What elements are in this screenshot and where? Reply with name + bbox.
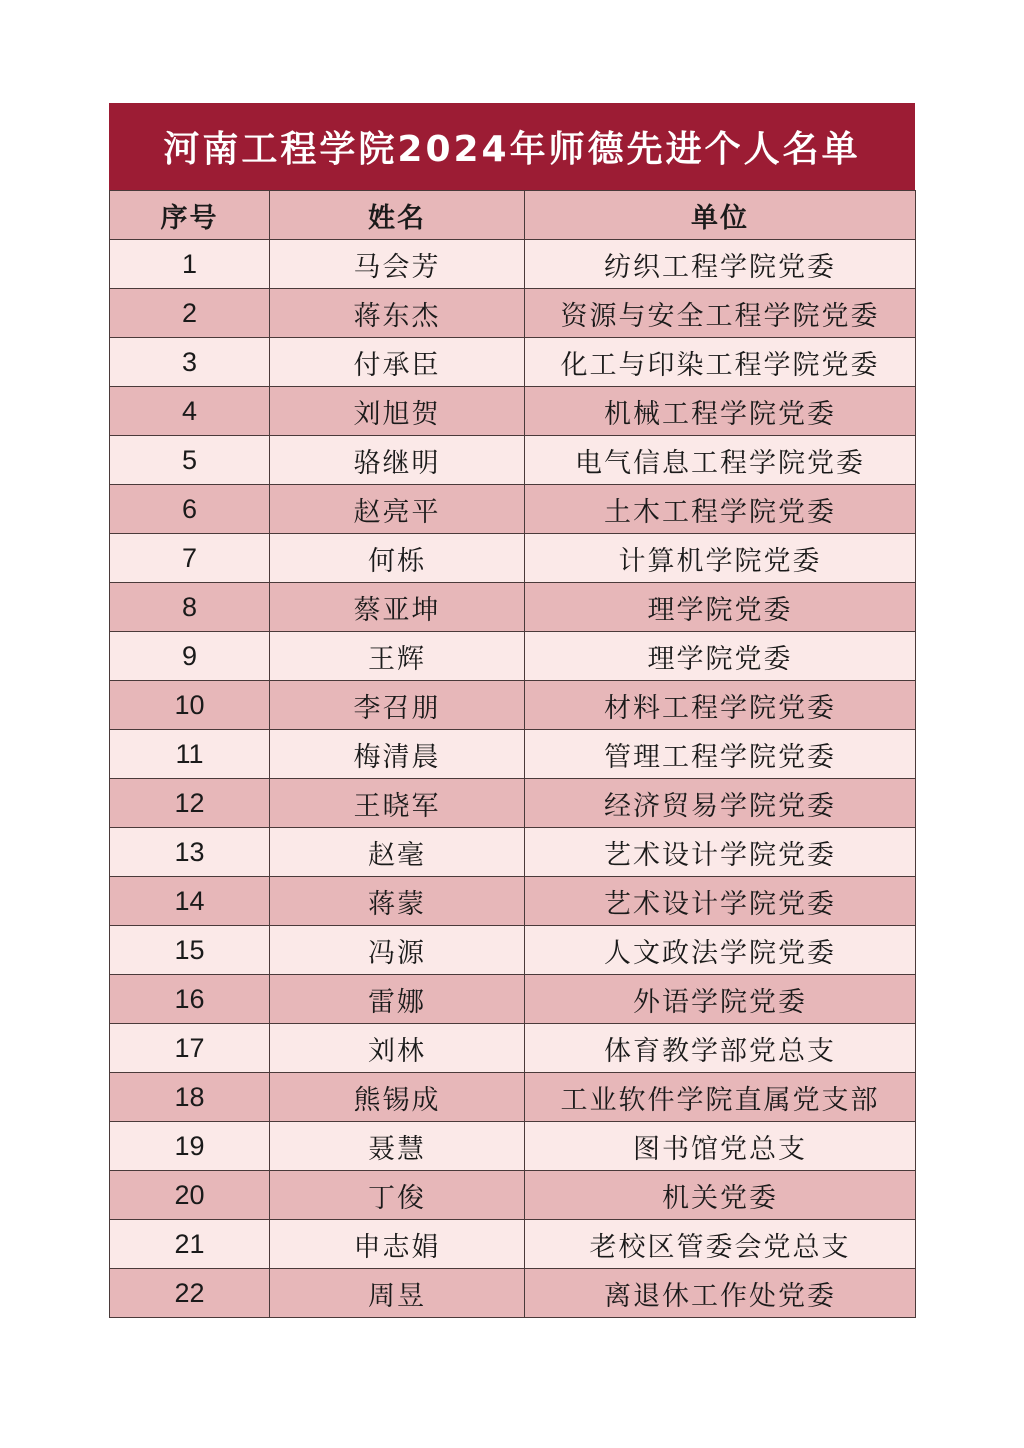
table-body [110,240,916,1318]
cell-serial-number: 20 [110,1171,270,1220]
table-row [110,632,916,681]
table-row [110,828,916,877]
cell-serial-number: 18 [110,1073,270,1122]
cell-unit: 机械工程学院党委 [525,387,916,436]
cell-serial-number: 8 [110,583,270,632]
cell-person-name: 刘林 [270,1024,525,1073]
cell-serial-number: 1 [110,240,270,289]
cell-person-name: 付承臣 [270,338,525,387]
cell-person-name: 雷娜 [270,975,525,1024]
cell-person-name: 赵亮平 [270,485,525,534]
cell-serial-number: 14 [110,877,270,926]
table-row [110,926,916,975]
table-row [110,583,916,632]
honor-roll-table [109,190,916,1318]
cell-person-name: 蒋东杰 [270,289,525,338]
header-name: 姓名 [270,191,525,240]
cell-unit: 管理工程学院党委 [525,730,916,779]
table-row [110,534,916,583]
table-row [110,877,916,926]
table-row [110,338,916,387]
cell-unit: 电气信息工程学院党委 [525,436,916,485]
cell-serial-number: 11 [110,730,270,779]
cell-unit: 外语学院党委 [525,975,916,1024]
cell-unit: 离退休工作处党委 [525,1269,916,1318]
cell-serial-number: 5 [110,436,270,485]
cell-person-name: 聂慧 [270,1122,525,1171]
cell-serial-number: 10 [110,681,270,730]
cell-person-name: 骆继明 [270,436,525,485]
cell-person-name: 马会芳 [270,240,525,289]
cell-person-name: 冯源 [270,926,525,975]
cell-serial-number: 19 [110,1122,270,1171]
cell-serial-number: 22 [110,1269,270,1318]
cell-person-name: 熊锡成 [270,1073,525,1122]
table-row [110,387,916,436]
table-row [110,1122,916,1171]
header-serial-number: 序号 [110,191,270,240]
cell-person-name: 李召朋 [270,681,525,730]
cell-unit: 计算机学院党委 [525,534,916,583]
cell-unit: 艺术设计学院党委 [525,828,916,877]
table-row [110,779,916,828]
table-row [110,240,916,289]
cell-serial-number: 17 [110,1024,270,1073]
cell-person-name: 何栎 [270,534,525,583]
cell-unit: 土木工程学院党委 [525,485,916,534]
document-title: 河南工程学院2024年师德先进个人名单 [109,103,915,190]
cell-serial-number: 4 [110,387,270,436]
cell-serial-number: 16 [110,975,270,1024]
cell-unit: 纺织工程学院党委 [525,240,916,289]
cell-person-name: 王辉 [270,632,525,681]
table-row [110,1220,916,1269]
cell-serial-number: 9 [110,632,270,681]
cell-person-name: 申志娟 [270,1220,525,1269]
cell-unit: 人文政法学院党委 [525,926,916,975]
table-row [110,436,916,485]
cell-serial-number: 12 [110,779,270,828]
cell-person-name: 蒋蒙 [270,877,525,926]
cell-serial-number: 2 [110,289,270,338]
cell-unit: 材料工程学院党委 [525,681,916,730]
cell-unit: 工业软件学院直属党支部 [525,1073,916,1122]
cell-unit: 艺术设计学院党委 [525,877,916,926]
table-row [110,1073,916,1122]
cell-person-name: 蔡亚坤 [270,583,525,632]
cell-serial-number: 6 [110,485,270,534]
cell-person-name: 梅清晨 [270,730,525,779]
cell-person-name: 刘旭贺 [270,387,525,436]
table-row [110,289,916,338]
table-row [110,730,916,779]
cell-unit: 理学院党委 [525,583,916,632]
cell-unit: 资源与安全工程学院党委 [525,289,916,338]
cell-unit: 老校区管委会党总支 [525,1220,916,1269]
header-unit: 单位 [525,191,916,240]
cell-serial-number: 7 [110,534,270,583]
cell-person-name: 王晓军 [270,779,525,828]
table-header-row [110,191,916,240]
cell-serial-number: 21 [110,1220,270,1269]
cell-unit: 理学院党委 [525,632,916,681]
cell-unit: 体育教学部党总支 [525,1024,916,1073]
cell-person-name: 周昱 [270,1269,525,1318]
table-row [110,1171,916,1220]
table-row [110,975,916,1024]
table-row [110,485,916,534]
cell-serial-number: 13 [110,828,270,877]
table-row [110,1024,916,1073]
cell-unit: 经济贸易学院党委 [525,779,916,828]
cell-unit: 化工与印染工程学院党委 [525,338,916,387]
cell-unit: 机关党委 [525,1171,916,1220]
honor-roll-sheet [109,103,915,1318]
cell-person-name: 丁俊 [270,1171,525,1220]
table-row [110,1269,916,1318]
table-row [110,681,916,730]
cell-serial-number: 15 [110,926,270,975]
cell-serial-number: 3 [110,338,270,387]
cell-unit: 图书馆党总支 [525,1122,916,1171]
cell-person-name: 赵毫 [270,828,525,877]
